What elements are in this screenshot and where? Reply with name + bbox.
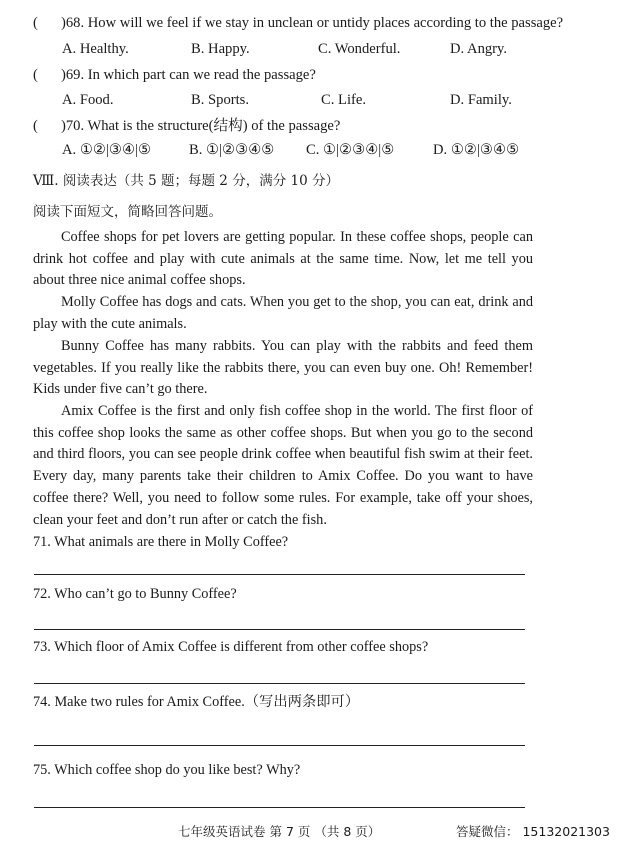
question-72: 72. Who can’t go to Bunny Coffee? (33, 586, 237, 602)
passage-paragraph-3: Bunny Coffee has many rabbits. You can play with the rabbits and feed them vegetables. If you really like the rabbits there, you can even buy one. Oh! Remember! Kids under five can’t go there. (33, 338, 533, 398)
option-b: B. ①|②③④⑤ (189, 142, 275, 158)
passage-paragraph-4: Amix Coffee is the first and only fish coffee shop in the world. The first floor of this coffee shop looks the same as other coffee shops. But when you go to the second and third floors, you can see people drink coffee when beautiful fish swim at their feet. Every day, many parents take their children to Amix Coffee. Do you want to have coffee there? Well, you need to follow some rules. For example, take off your shoes, clean your feet and don’t run after or catch the fish. (33, 403, 533, 528)
passage-paragraph-2: Molly Coffee has dogs and cats. When you get to the shop, you can eat, drink and play with the cute animals. (33, 294, 533, 332)
answer-line-75[interactable] (34, 807, 525, 808)
question-73: 73. Which floor of Amix Coffee is different from other coffee shops? (33, 639, 429, 655)
option-a: A. Healthy. (62, 41, 129, 57)
option-b: B. Sports. (191, 92, 249, 108)
question-stem: )68. How will we feel if we stay in unclean or untidy places according to the passage? (61, 15, 564, 31)
option-d: D. ①②|③④⑤ (433, 142, 520, 158)
section-title: Ⅷ. 阅读表达（共 5 题；每题 2 分，满分 10 分） (33, 173, 339, 189)
section-instruction: 阅读下面短文，简略回答问题。 (33, 204, 222, 220)
question-75: 75. Which coffee shop do you like best? Why? (33, 762, 301, 778)
option-a: A. Food. (62, 92, 114, 108)
question-stem: )70. What is the structure(结构) of the passage? (61, 118, 341, 134)
option-c: C. Wonderful. (318, 41, 401, 57)
option-a: A. ①②|③④|⑤ (62, 142, 152, 158)
passage-paragraph-1: Coffee shops for pet lovers are getting popular. In these coffee shops, people can drink hot coffee and play with cute animals at the same time. Now, let me tell you about three nice animal coffee shops. (33, 229, 533, 289)
question-71: 71. What animals are there in Molly Coffee? (33, 534, 289, 550)
option-d: D. Family. (450, 92, 512, 108)
answer-line-72[interactable] (34, 629, 525, 630)
answer-paren: ( (33, 67, 38, 83)
option-b: B. Happy. (191, 41, 250, 57)
answer-line-71[interactable] (34, 574, 525, 575)
option-c: C. ①|②③④|⑤ (306, 142, 395, 158)
answer-line-73[interactable] (34, 683, 525, 684)
answer-paren: ( (33, 15, 38, 31)
answer-line-74[interactable] (34, 745, 525, 746)
option-c: C. Life. (321, 92, 366, 108)
option-d: D. Angry. (450, 41, 508, 57)
page-footer: 七年级英语试卷 第 7 页 （共 8 页） (178, 824, 381, 839)
question-stem: )69. In which part can we read the passage? (61, 67, 316, 83)
answer-paren: ( (33, 118, 38, 134)
contact-info: 答疑微信： 15132021303 (456, 824, 610, 839)
question-74: 74. Make two rules for Amix Coffee.（写出两条即可） (33, 694, 360, 710)
